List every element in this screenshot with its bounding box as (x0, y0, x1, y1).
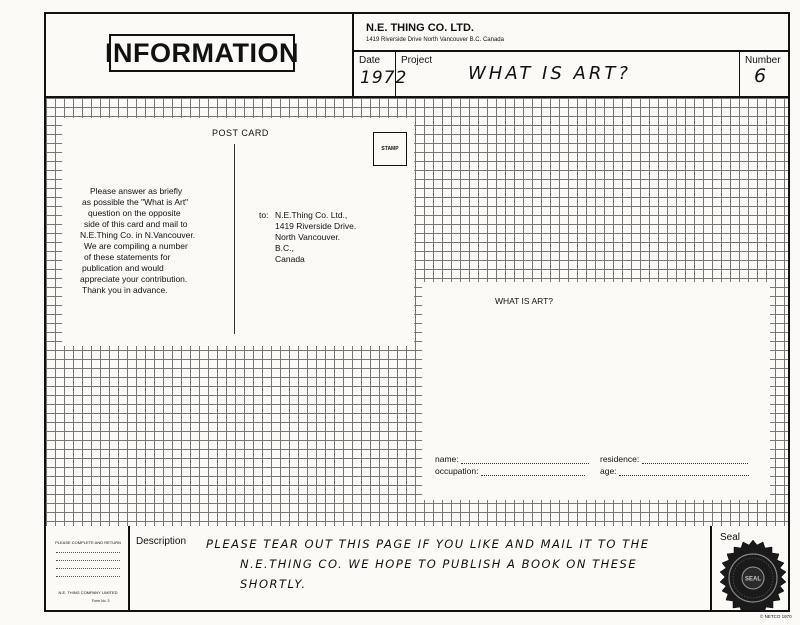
address-line: North Vancouver. (275, 232, 341, 242)
number-value: 6 (754, 65, 768, 87)
postcard[interactable] (62, 118, 414, 346)
stamp-label: STAMP (381, 146, 399, 152)
description-line: PLEASE TEAR OUT THIS PAGE IF YOU LIKE AND MAIL IT TO THE (206, 537, 650, 551)
date-cell (354, 52, 408, 96)
to-label: to: (259, 210, 269, 220)
occupation-label: occupation: (435, 466, 479, 476)
company-name: N.E. THING CO. LTD. (366, 22, 474, 34)
postcard-divider (234, 144, 235, 334)
company-block (366, 22, 504, 43)
seal-text: SEAL (744, 576, 762, 583)
answer-card[interactable] (422, 282, 770, 500)
message-line: of these statements for (84, 252, 171, 262)
message-line: N.E.Thing Co. in N.Vancouver. (80, 230, 196, 240)
postcard-message (82, 186, 232, 296)
age-line (619, 467, 749, 476)
residence-label: residence: (600, 454, 640, 464)
seal-icon (713, 532, 788, 610)
address-line: Canada (275, 254, 305, 264)
age-label: age: (600, 466, 617, 476)
header-title-panel (46, 14, 354, 96)
message-line: appreciate your contribution. (80, 274, 188, 284)
name-line (461, 455, 589, 464)
residence-line (642, 455, 748, 464)
return-line (56, 552, 120, 554)
answer-card-title: WHAT IS ART? (494, 296, 554, 306)
grid-area (46, 96, 788, 526)
form-number: Form No. 3 (92, 599, 110, 603)
copyright: © NETCO 1970 (760, 614, 792, 619)
message-line: We are compiling a number (84, 241, 188, 251)
return-line (56, 568, 120, 570)
return-line (56, 560, 120, 562)
name-field[interactable] (435, 454, 589, 464)
return-slip (46, 526, 130, 610)
postcard-title: POST CARD (212, 128, 269, 138)
footer (46, 526, 788, 610)
project-cell (396, 52, 740, 96)
date-label: Date (359, 55, 381, 66)
age-field[interactable] (600, 466, 749, 476)
number-cell (740, 52, 790, 96)
header-fields-row (354, 50, 790, 96)
description-value (206, 534, 706, 594)
address-line: 1419 Riverside Drive. (275, 221, 357, 231)
address-line: B.C., (275, 243, 294, 253)
message-line: publication and would (82, 263, 164, 273)
project-label: Project (401, 55, 433, 66)
date-value: 1972 (360, 68, 408, 88)
description-label: Description (136, 536, 187, 547)
company-address: 1419 Riverside Drive North Vancouver B.C. Canada (366, 37, 504, 43)
seal-label: Seal (720, 532, 741, 543)
seal-cell (710, 526, 788, 610)
stamp-box (373, 132, 407, 166)
residence-field[interactable] (600, 454, 748, 464)
return-instruction: PLEASE COMPLETE AND RETURN (55, 540, 121, 545)
message-line: side of this card and mail to (84, 219, 188, 229)
message-line: Please answer as briefly (90, 186, 183, 196)
message-line: as possible the "What is Art" (82, 197, 189, 207)
return-line (56, 576, 120, 578)
message-line: Thank you in advance. (82, 285, 168, 295)
return-company: N.E. THING COMPANY LIMITED (58, 590, 118, 595)
occupation-field[interactable] (435, 466, 585, 476)
address-line: N.E.Thing Co. Ltd., (275, 210, 348, 220)
information-sheet (44, 12, 790, 612)
project-value: WHAT IS ART? (468, 63, 631, 84)
name-label: name: (435, 454, 459, 464)
message-line: question on the opposite (88, 208, 181, 218)
description-line: N.E.THING CO. WE HOPE TO PUBLISH A BOOK ON THESE SHORTLY. (240, 557, 638, 591)
occupation-line (481, 467, 585, 476)
page-title: INFORMATION (109, 34, 295, 72)
number-label: Number (745, 55, 781, 66)
